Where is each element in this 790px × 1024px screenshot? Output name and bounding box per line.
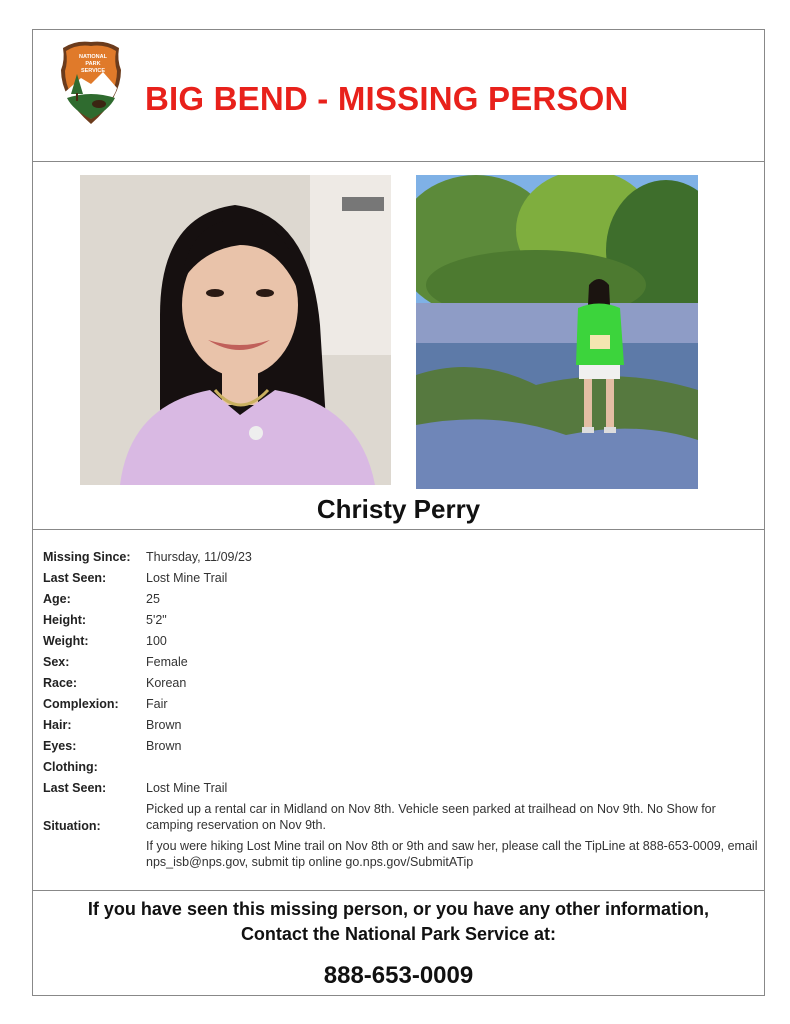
poster-header [33, 30, 764, 162]
last-seen-value: Lost Mine Trail [146, 571, 228, 585]
situation-text-2: If you were hiking Lost Mine trail on Nov 8th or 9th and saw her, please call the TipLine at 888-653-0009, email nps_isb@nps.gov, submit tip online go.nps.gov/SubmitATip [146, 839, 758, 869]
portrait-photo [80, 175, 391, 485]
details-section [33, 530, 764, 891]
contact-message: If you have seen this missing person, or you have any other information, Contact the National Park Service at: [87, 899, 710, 944]
height-value: 5'2" [146, 613, 167, 627]
complexion-label: Complexion: [43, 697, 119, 711]
height-label: Height: [43, 613, 87, 627]
last-seen-label: Last Seen: [43, 571, 107, 585]
missing-person-poster [32, 29, 765, 996]
race-label: Race: [43, 676, 78, 690]
missing-since-value: Thursday, 11/09/23 [146, 550, 252, 564]
poster-title: BIG BEND - MISSING PERSON [145, 80, 629, 117]
complexion-value: Fair [146, 697, 168, 711]
age-label: Age: [43, 592, 71, 606]
missing-since-label: Missing Since: [43, 550, 131, 564]
situation-label: Situation: [43, 819, 101, 833]
sex-value: Female [146, 655, 188, 669]
svg-text:NATIONAL: NATIONAL [78, 54, 108, 60]
tipline-phone: 888-653-0009 [323, 962, 474, 989]
contact-footer [33, 891, 764, 995]
svg-text:PARK: PARK [85, 61, 101, 67]
last-seen-2-label: Last Seen: [43, 781, 107, 795]
field-photo [416, 175, 698, 489]
svg-text:SERVICE: SERVICE [80, 68, 106, 74]
race-value: Korean [146, 676, 187, 690]
person-name: Christy Perry [316, 494, 481, 524]
sex-label: Sex: [43, 655, 70, 669]
weight-value: 100 [146, 634, 167, 648]
photo-section [33, 162, 764, 530]
situation-text-1: Picked up a rental car in Midland on Nov 8th. Vehicle seen parked at trailhead on Nov 9th. No Show for camping reservation on Nov 9th. [146, 802, 716, 832]
clothing-label: Clothing: [43, 760, 98, 774]
hair-label: Hair: [43, 718, 72, 732]
eyes-label: Eyes: [43, 739, 77, 753]
age-value: 25 [146, 592, 160, 606]
eyes-value: Brown [146, 739, 182, 753]
hair-value: Brown [146, 718, 182, 732]
last-seen-2-value: Lost Mine Trail [146, 781, 228, 795]
nps-arrowhead-logo [55, 38, 127, 126]
weight-label: Weight: [43, 634, 89, 648]
